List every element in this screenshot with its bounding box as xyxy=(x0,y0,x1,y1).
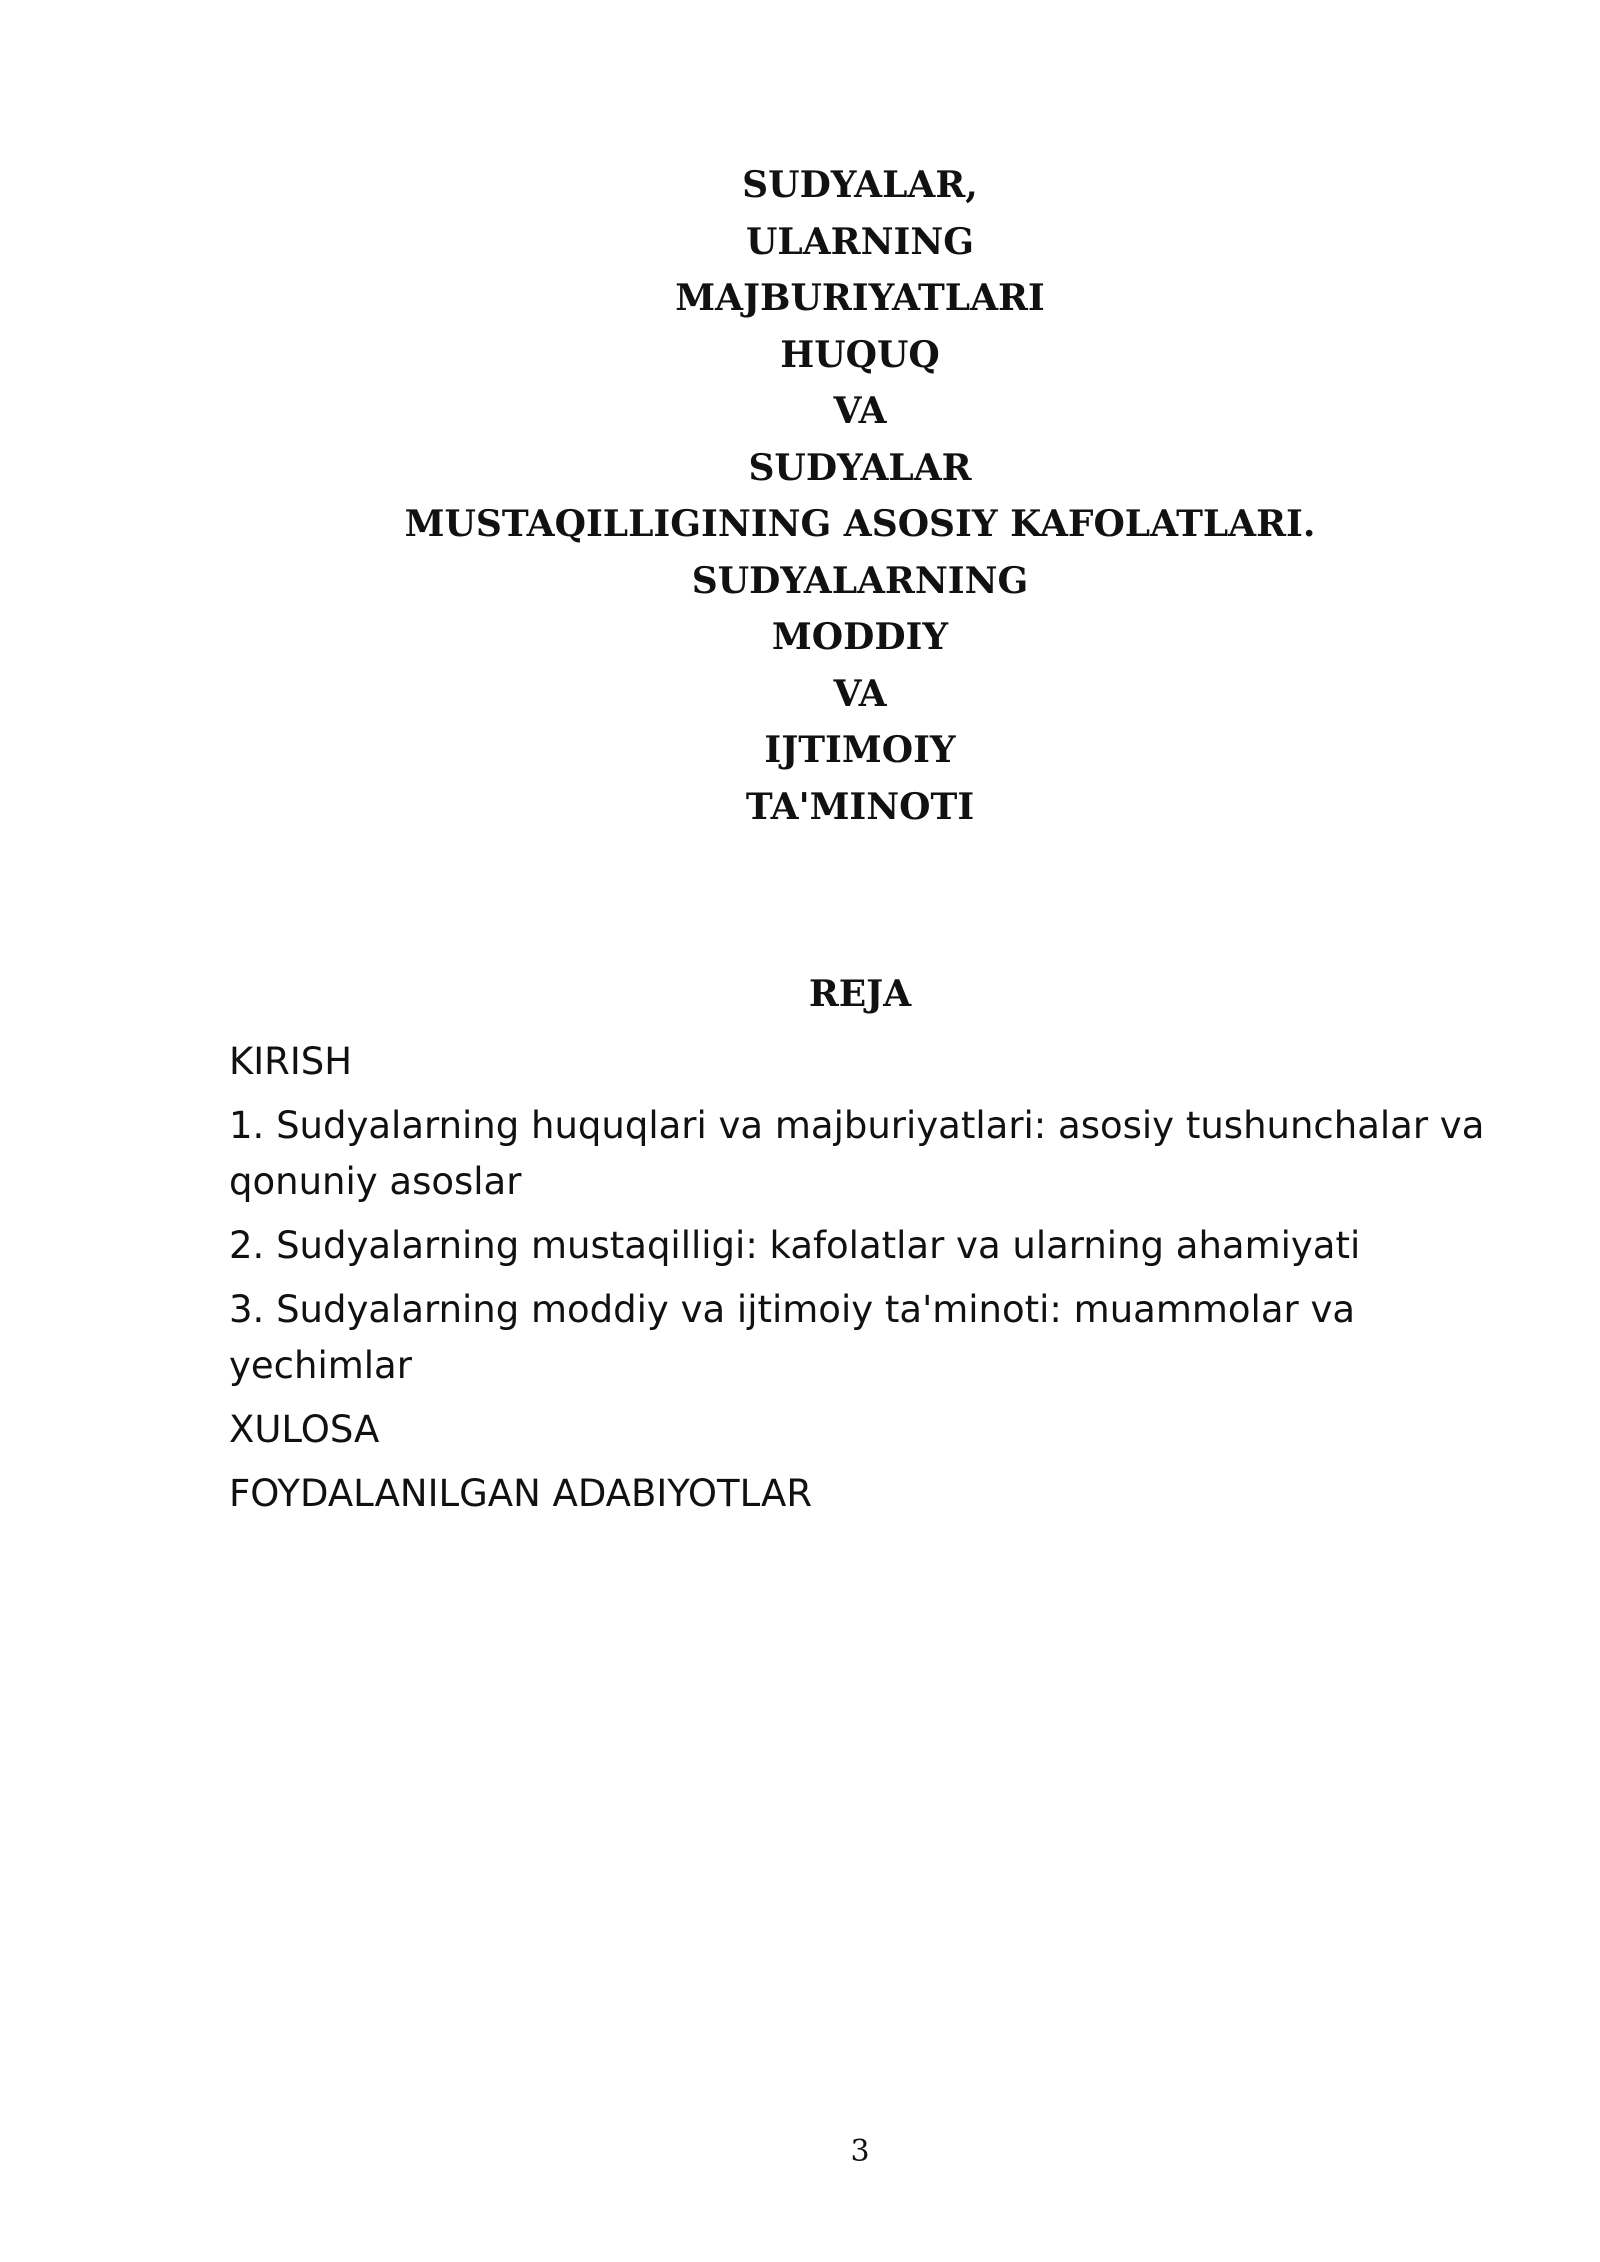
title-line: VA xyxy=(833,672,887,715)
plan-item-2: 2. Sudyalarning mustaqilligi: kafolatlar va ularning ahamiyati xyxy=(229,1224,1361,1267)
title-line: TA'MINOTI xyxy=(745,785,975,828)
plan-heading: REJA xyxy=(808,973,912,1015)
title-line: IJTIMOIY xyxy=(764,729,956,771)
plan-item-1: 1. Sudyalarning huquqlari va majburiyatlari: asosiy tushunchalar va qonuniy asoslar xyxy=(229,1104,1485,1203)
page-number: 3 xyxy=(850,2134,870,2169)
title-line: VA xyxy=(833,390,887,432)
title-line: SUDYALARNING xyxy=(691,559,1029,602)
title-line: MUSTAQILLIGINING ASOSIY KAFOLATLARI. xyxy=(404,503,1316,545)
title-line: MAJBURIYATLARI xyxy=(675,277,1045,319)
document-title xyxy=(0,157,1600,835)
plan-item-references: FOYDALANILGAN ADABIYOTLAR xyxy=(229,1472,813,1515)
plan-list xyxy=(229,1034,1499,1530)
plan-item-intro: KIRISH xyxy=(229,1040,353,1083)
title-line: SUDYALAR, xyxy=(742,164,978,206)
plan-item-3: 3. Sudyalarning moddiy va ijtimoiy ta'minoti: muammolar va yechimlar xyxy=(229,1288,1356,1387)
title-line: ULARNING xyxy=(746,220,974,263)
title-line: HUQUQ xyxy=(780,333,940,376)
plan-item-conclusion: XULOSA xyxy=(229,1408,380,1451)
title-line: SUDYALAR xyxy=(748,446,972,489)
title-line: MODDIY xyxy=(771,616,949,658)
